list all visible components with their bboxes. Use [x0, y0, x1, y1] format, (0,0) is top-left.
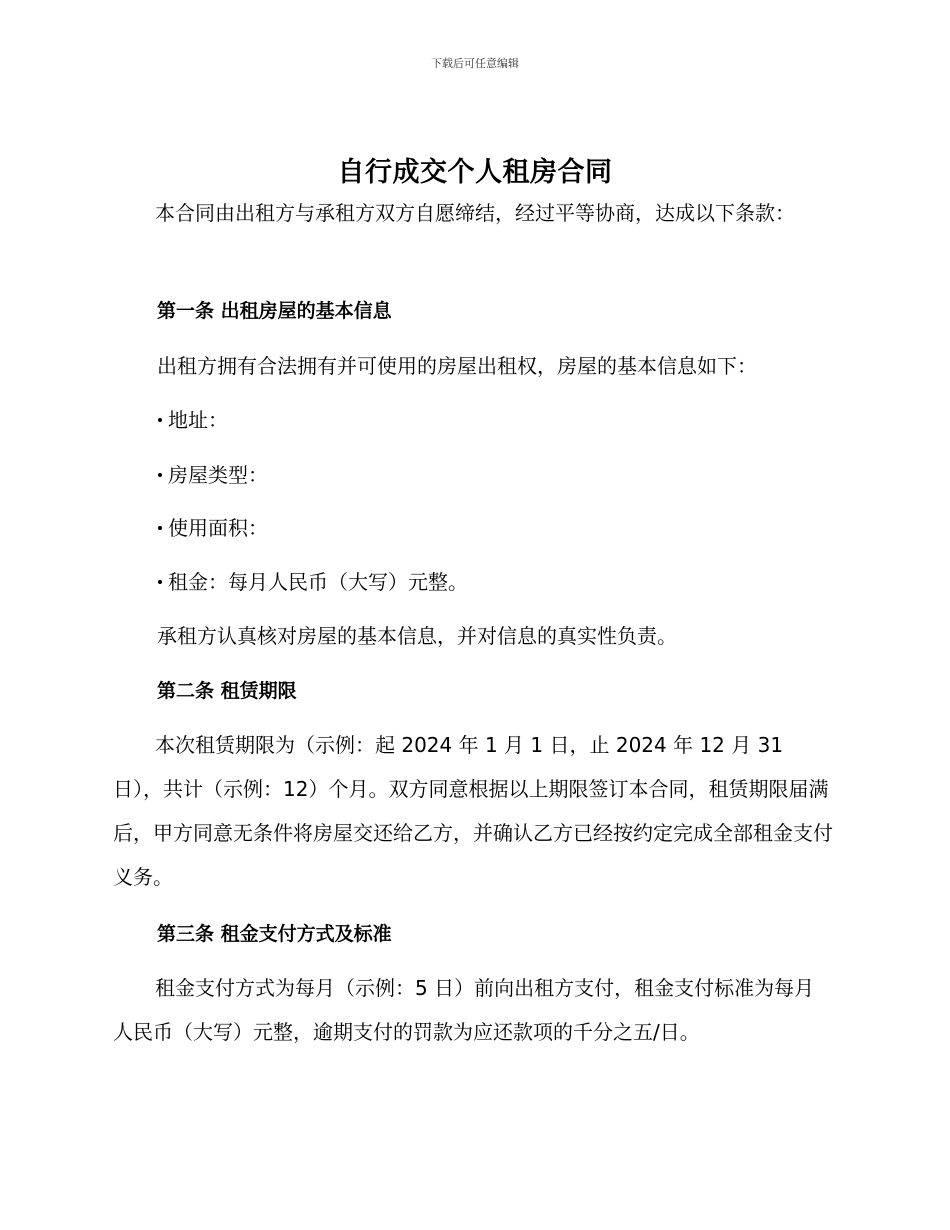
section-closing: 承租方认真核对房屋的基本信息，并对信息的真实性负责。 [157, 624, 677, 648]
section-heading: 第三条 租金支付方式及标准 [157, 923, 392, 945]
section-body [113, 966, 833, 1054]
list-item [157, 405, 228, 435]
bullet-icon [158, 526, 162, 530]
list-item-text: 房屋类型： [168, 463, 268, 487]
list-item-text: 使用面积： [168, 516, 268, 540]
intro-paragraph [113, 191, 833, 235]
document-title: 自行成交个人租房合同 [337, 157, 613, 188]
list-item [157, 460, 268, 490]
section-heading: 第二条 租赁期限 [157, 680, 297, 702]
section-text: 租金支付方式为每月（示例：5 日）前向出租方支付，租金支付标准为每月人民币（大写）元整，逾期支付的罚款为应还款项的千分之五/日。 [113, 976, 815, 1044]
intro-text: 本合同由出租方与承租方双方自愿缔结，经过平等协商，达成以下条款： [155, 201, 795, 225]
bullet-icon [158, 418, 162, 422]
list-item-text: 租金：每月人民币（大写）元整。 [168, 570, 468, 594]
section-heading: 第一条 出租房屋的基本信息 [157, 300, 392, 322]
list-item [157, 567, 468, 597]
section-body [113, 723, 833, 899]
section-lead: 出租方拥有合法拥有并可使用的房屋出租权，房屋的基本信息如下： [157, 354, 757, 378]
list-item-text: 地址： [168, 408, 228, 432]
list-item [157, 513, 268, 543]
bullet-icon [158, 580, 162, 584]
bullet-icon [158, 473, 162, 477]
section-text: 本次租赁期限为（示例：起 2024 年 1 月 1 日，止 2024 年 12 月 31 日），共计（示例：12）个月。双方同意根据以上期限签订本合同，租赁期限届满后，甲方同意无条件将房屋交还给乙方，并确认乙方已经按约定完成全部租金支付义务。 [113, 733, 833, 889]
header-note: 下载后可任意编辑 [431, 57, 519, 70]
